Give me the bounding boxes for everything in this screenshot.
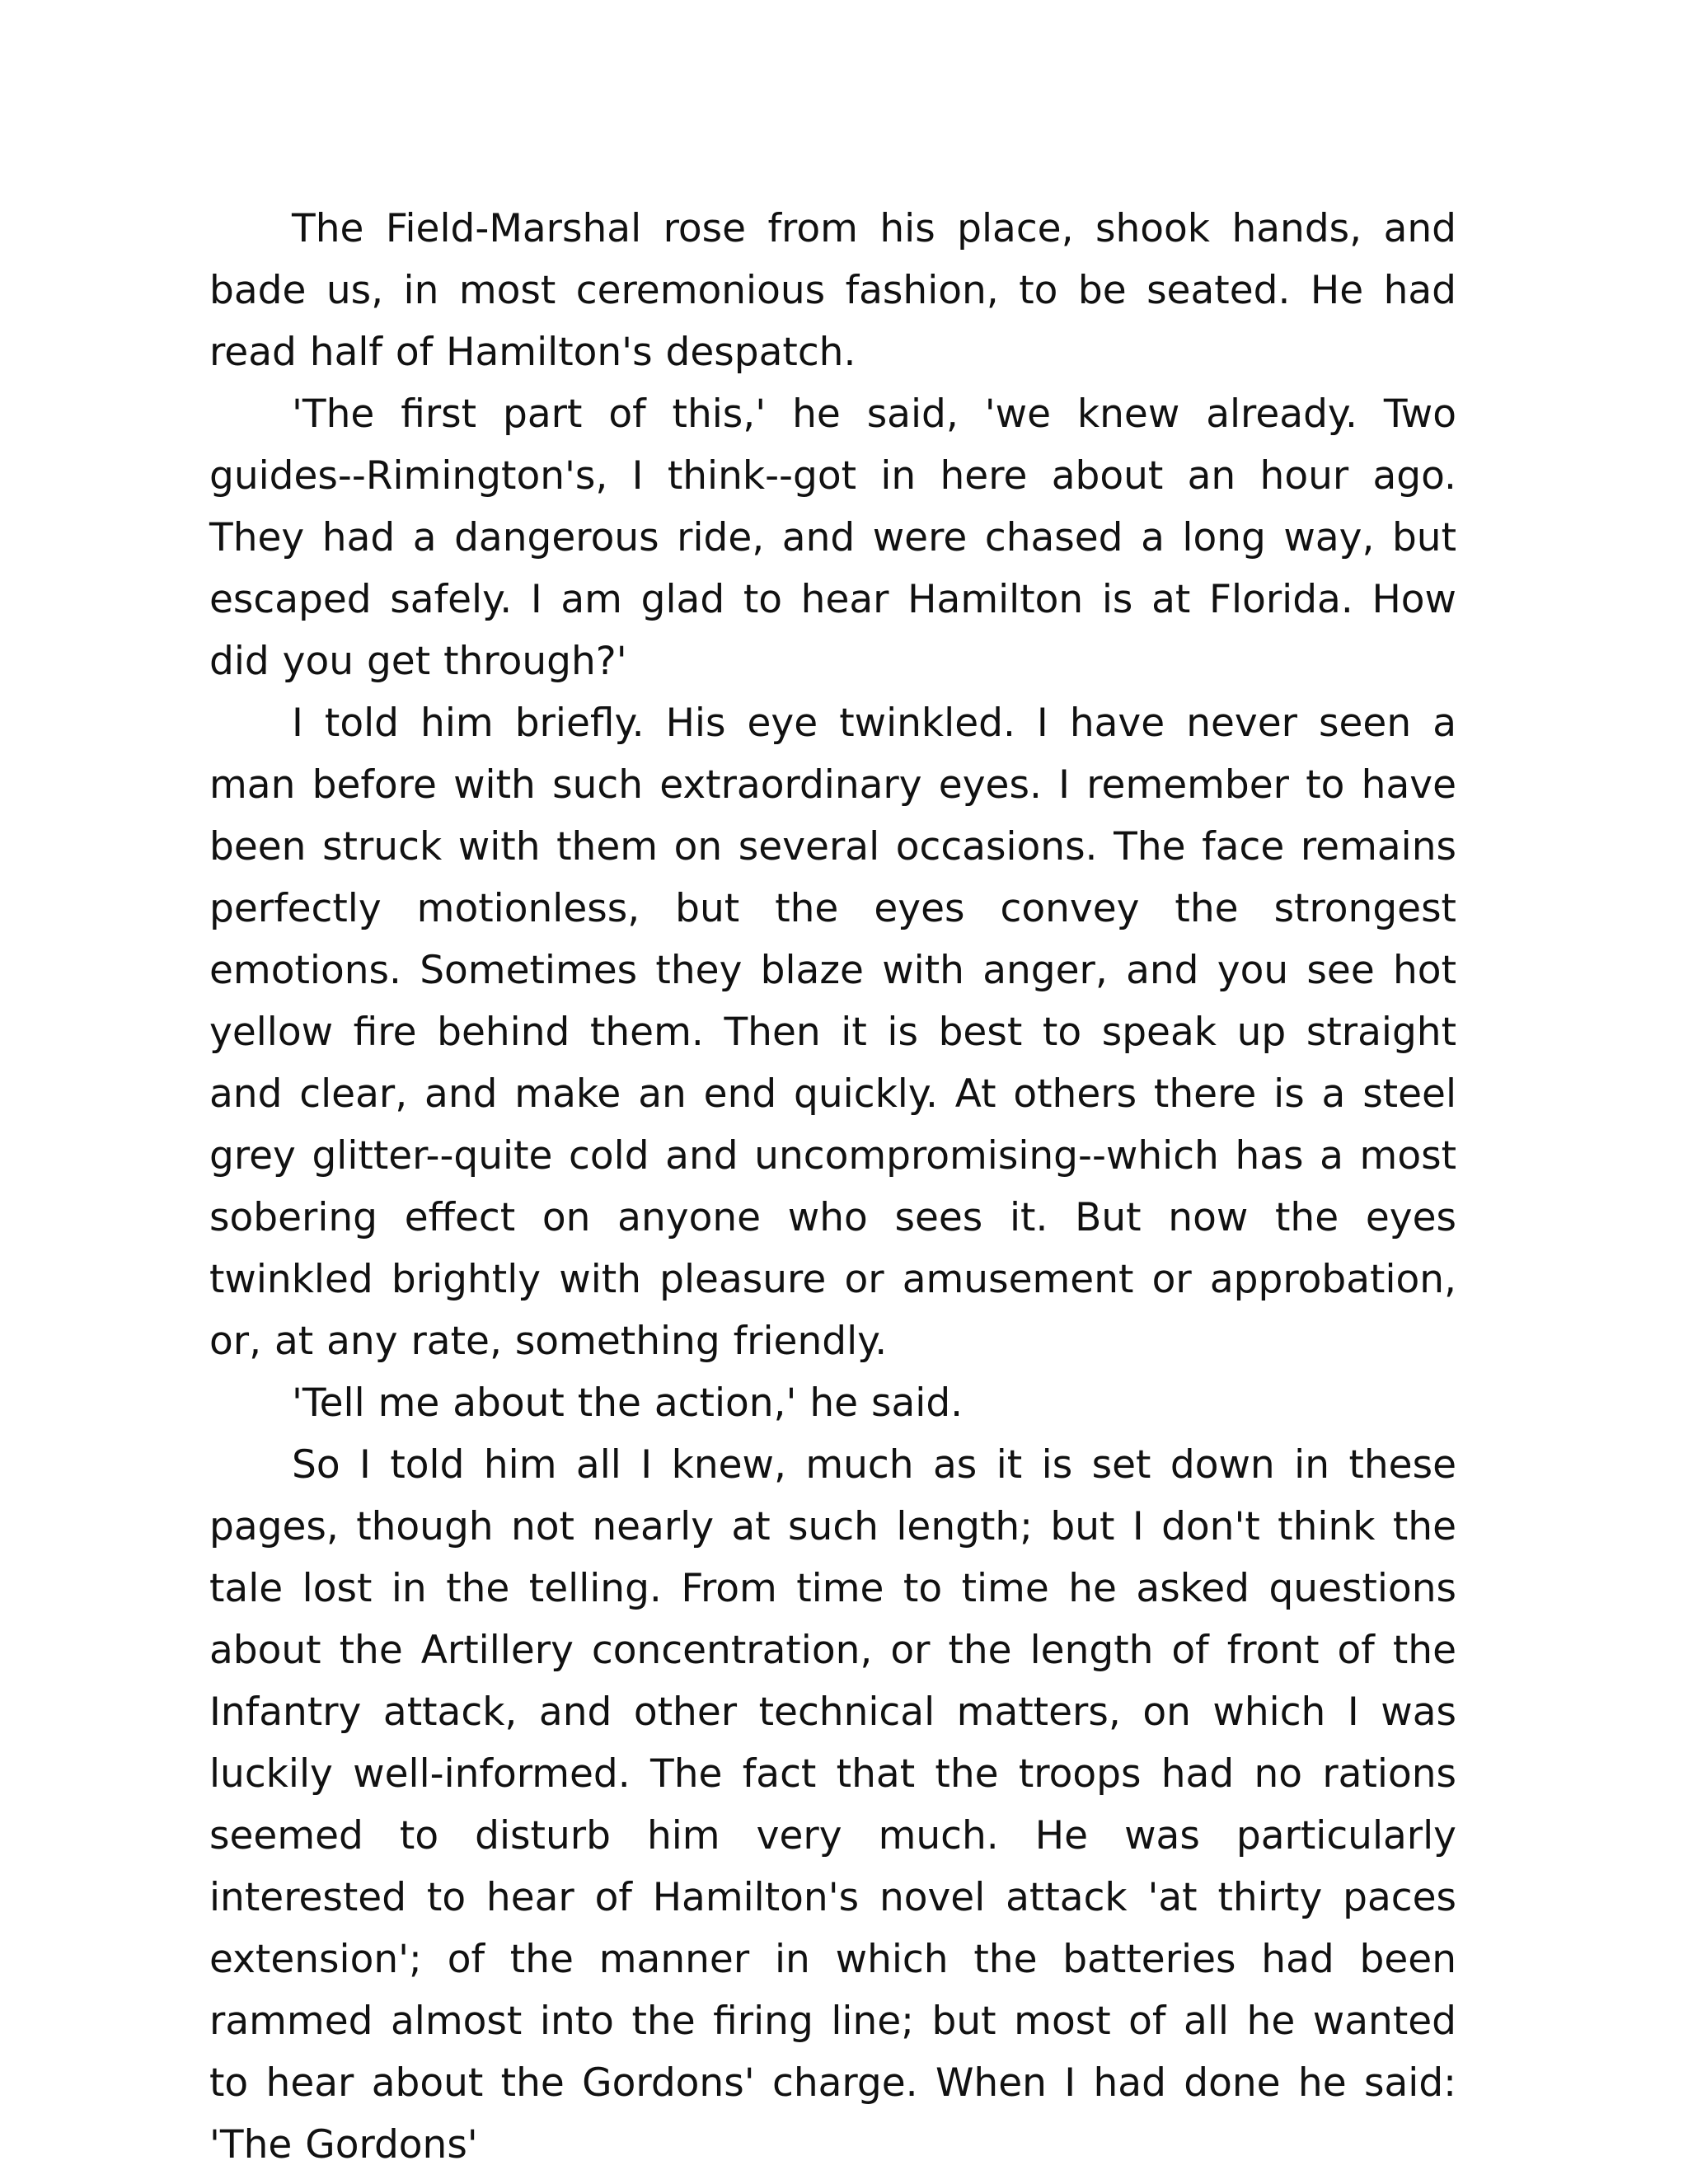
paragraph-2: 'The first part of this,' he said, 'we knew already. Two guides--Rimington's, I think--got in here about an hour ago. They had a dangerous ride, and were chased a long way, but escaped safely. I am glad to hear Hamilton is at Florida. How did you get through?' — [209, 391, 1456, 684]
paragraph-4: 'Tell me about the action,' he said. — [292, 1380, 964, 1426]
document-page — [209, 198, 1456, 2176]
paragraph-1: The Field-Marshal rose from his place, shook hands, and bade us, in most ceremonious fashion, to be seated. He had read half of Hamilton's despatch. — [209, 206, 1456, 375]
paragraph-5: So I told him all I knew, much as it is set down in these pages, though not nearly at such length; but I don't think the tale lost in the telling. From time to time he asked questions about the Artillery concentration, or the length of front of the Infantry attack, and other technical matters, on which I was luckily well-informed. The fact that the troops had no rations seemed to disturb him very much. He was particularly interested to hear of Hamilton's novel attack 'at thirty paces extension'; of the manner in which the batteries had been rammed almost into the firing line; but most of all he wanted to hear about the Gordons' charge. When I had done he said: 'The Gordons' — [209, 1442, 1456, 2168]
paragraph-3: I told him briefly. His eye twinkled. I have never seen a man before with such extraordinary eyes. I remember to have been struck with them on several occasions. The face remains perfectly motionless, but the eyes convey the strongest emotions. Sometimes they blaze with anger, and you see hot yellow fire behind them. Then it is best to speak up straight and clear, and make an end quickly. At others there is a steel grey glitter--quite cold and uncompromising--which has a most sobering effect on anyone who sees it. But now the eyes twinkled brightly with pleasure or amusement or approbation, or, at any rate, something friendly. — [209, 701, 1456, 1364]
